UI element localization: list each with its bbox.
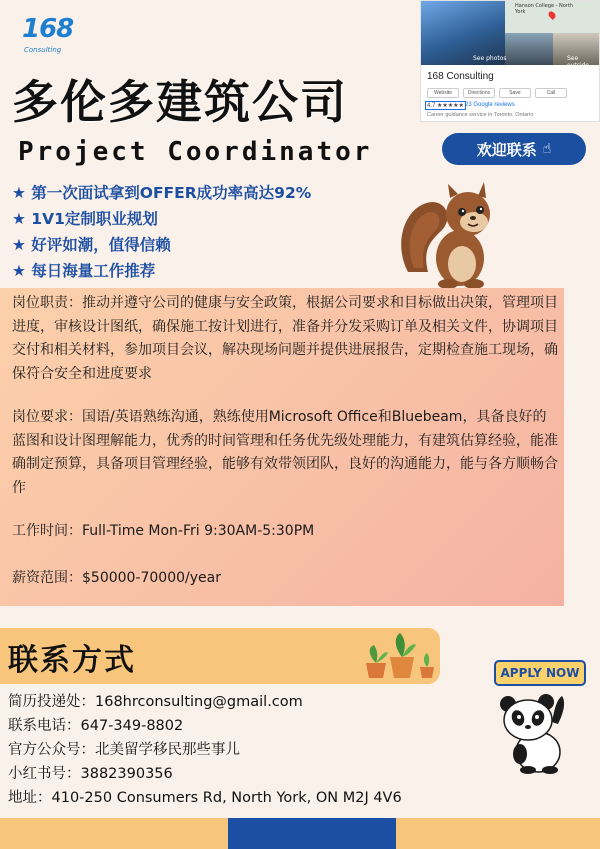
business-name: 168 Consulting: [427, 71, 494, 82]
page-title-english: Project Coordinator: [18, 137, 373, 167]
footer-band-center: [228, 818, 396, 849]
perk-list: [12, 180, 311, 284]
contact-xiaohongshu: 小红书号：3882390356: [8, 766, 173, 782]
work-hours: 工作时间：Full-Time Mon-Fri 9:30AM-5:30PM: [12, 523, 315, 539]
street-photo[interactable]: [505, 33, 553, 65]
call-button[interactable]: Call: [535, 88, 567, 98]
apply-now-button[interactable]: APPLY NOW: [494, 660, 586, 686]
contact-wechat-account: 官方公众号：北美留学移民那些事儿: [8, 742, 240, 758]
footer-band-right: [396, 818, 600, 849]
rating-stars: 4.7 ★★★★★: [427, 103, 464, 109]
footer-band-left: [0, 818, 228, 849]
directions-button[interactable]: Directions: [463, 88, 495, 98]
salary-range: 薪资范围：$50000-70000/year: [12, 570, 221, 586]
see-photos-link[interactable]: See photos: [473, 55, 507, 62]
contact-us-label: 欢迎联系: [476, 140, 537, 159]
contact-list: [8, 690, 402, 810]
reviews-link[interactable]: 23 Google reviews: [465, 102, 515, 108]
perk-item: ★ 1V1定制职业规划: [12, 210, 158, 228]
panda-illustration: [492, 690, 582, 774]
contact-phone[interactable]: 联系电话：647-349-8802: [8, 718, 184, 734]
job-requirements: 岗位要求：国语/英语熟练沟通，熟练使用Microsoft Office和Bluebeam，具备良好的蓝图和设计图理解能力，优秀的时间管理和任务优先级处理能力，有建筑估算经验，能准确制定预算，具备项目管理经验，能够有效带领团队，良好的沟通能力，能与各方顺畅合作: [12, 409, 558, 496]
contact-section-title: 联系方式: [8, 643, 136, 678]
hand-pointer-icon: ☝: [542, 141, 552, 157]
perk-item: ★ 每日海量工作推荐: [12, 262, 156, 280]
logo-subtitle: Consulting: [24, 46, 62, 54]
website-button[interactable]: Website: [427, 88, 459, 98]
plants-illustration: [364, 633, 436, 679]
perk-item: ★ 好评如潮，值得信赖: [12, 236, 171, 254]
perk-item: ★ 第一次面试拿到OFFER成功率高达92%: [12, 184, 312, 202]
logo-number: 168: [22, 14, 74, 44]
business-description: Career guidance service in Toronto, Ontario: [427, 112, 534, 118]
map-label: Hanson College - North York: [515, 3, 574, 15]
save-button[interactable]: Save: [499, 88, 531, 98]
page-title-chinese: 多伦多建筑公司: [12, 75, 348, 129]
contact-email[interactable]: 简历投递处：168hrconsulting@gmail.com: [8, 694, 303, 710]
job-details-panel: [0, 288, 564, 606]
job-duties: 岗位职责：推动并遵守公司的健康与安全政策，根据公司要求和目标做出决策，管理项目进度，审核设计图纸，确保施工按计划进行，准备并分发采购订单及相关文件，协调项目交付和相关材料，参加项目会议，解决现场问题并提供进展报告，定期检查施工现场，确保符合安全和进度要求: [12, 295, 558, 382]
contact-address: 地址：410-250 Consumers Rd, North York, ON M2J 4V6: [8, 790, 402, 806]
google-business-card[interactable]: [420, 0, 600, 122]
see-outside-link[interactable]: See outside: [567, 55, 590, 69]
squirrel-illustration: [398, 182, 502, 290]
contact-us-button[interactable]: [442, 133, 586, 165]
